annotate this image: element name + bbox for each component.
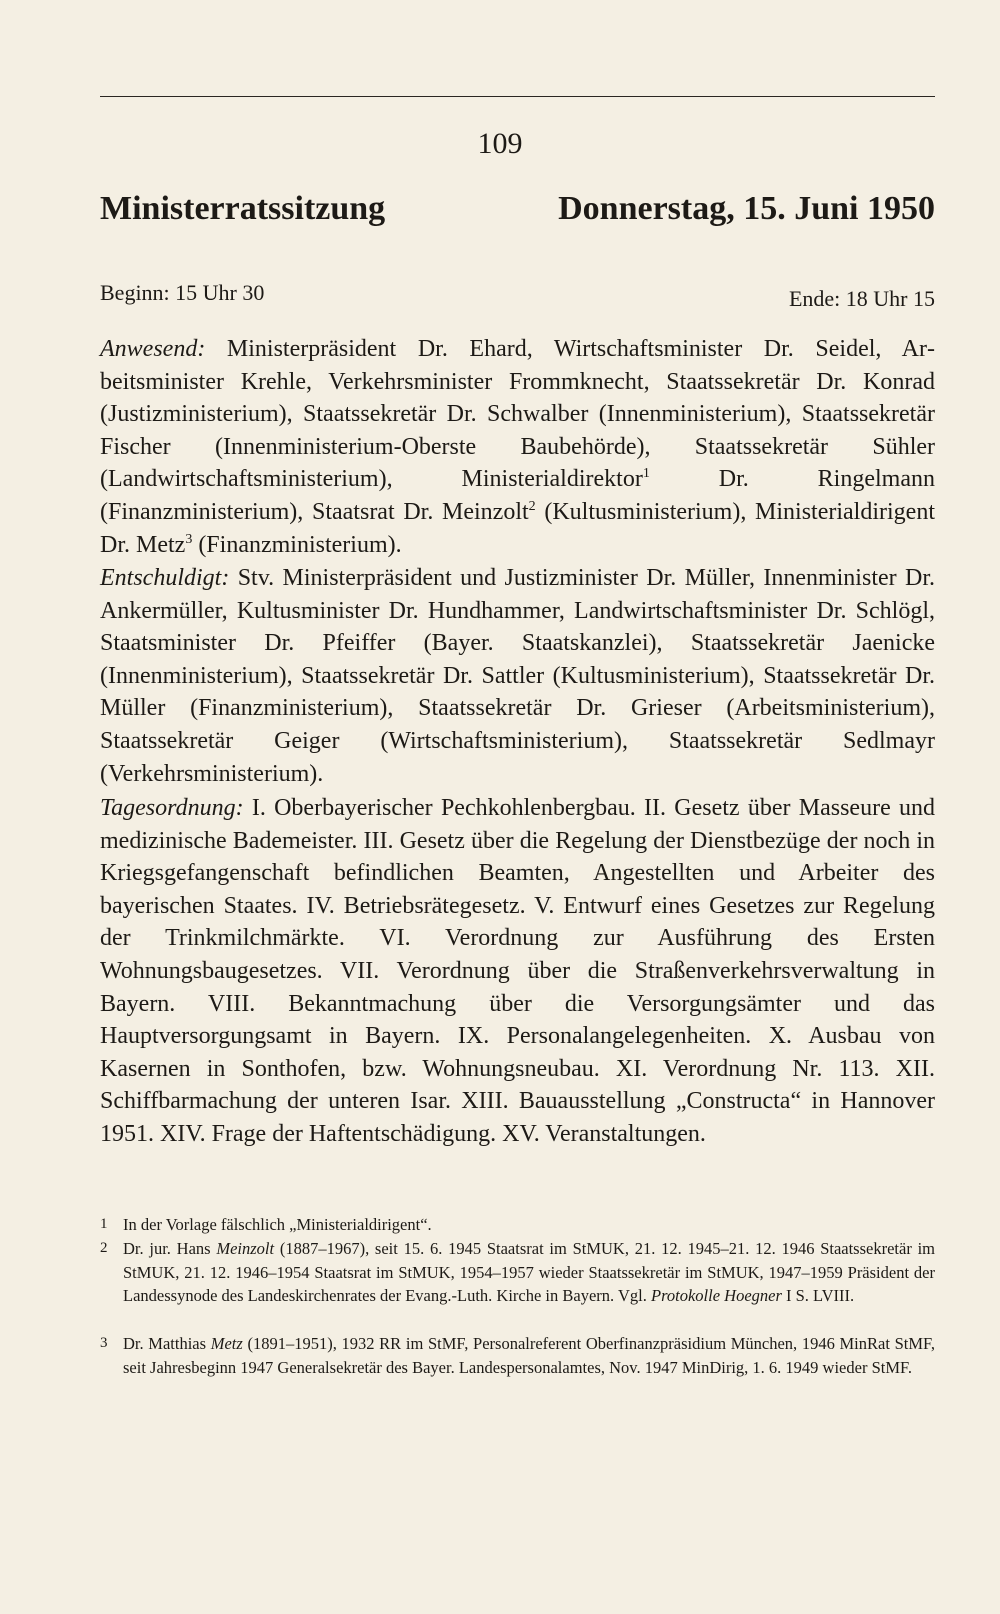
footnote-2 — [100, 1237, 935, 1308]
footnote-text: Dr. Matthias — [123, 1334, 211, 1353]
footnote-text: I S. LVIII. — [781, 1286, 855, 1305]
session-date: Donnerstag, 15. Juni 1950 — [558, 190, 935, 227]
agenda-paragraph — [100, 792, 935, 1151]
present-text-1: Ministerpräsident Dr. Ehard, Wirtschaftsminister Dr. Seidel, Arbeitsminister Krehle, Verkehrsminister Frommknecht, Staatssekretär Dr. Konrad (Justizministerium), Staatssekretär Dr. Schwalber (Innenministerium), Staatssekretär Fischer (Innenministerium-Oberste Baubehörde), Staatssekretär Sühler (Landwirtschaftsministerium), Ministerialdirektor — [100, 336, 935, 493]
present-text-3: (Kultusministerium), Ministerialdirigent Dr. Metz — [100, 498, 936, 558]
footnote-1 — [100, 1213, 935, 1237]
session-times — [100, 280, 935, 316]
footnote-text: (1887–1967), seit 15. 6. 1945 Staatsrat im StMUK, 21. 12. 1945–21. 12. 1946 Staatssekretär im StMUK, 21. 12. 1946–1954 Staatsrat im StMUK, 1954–1957 wieder Staatssekretär im StMUK, 1947–1959 Präsident der Landessynode des Landeskirchenrates der Evang.-Luth. Kirche in Bayern. Vgl. — [123, 1239, 935, 1305]
present-text-2: Dr. Ringelmann (Finanzministerium), Staatsrat Dr. Meinzolt — [100, 466, 935, 525]
end-time: Ende: 18 Uhr 15 — [788, 286, 935, 311]
header-rule — [100, 96, 935, 97]
footnote-ref-1[interactable]: 1 — [642, 466, 650, 482]
session-header — [100, 190, 935, 240]
footnote-ref-3[interactable]: 3 — [185, 531, 193, 547]
footnote-number: 3 — [100, 1335, 108, 1351]
session-title: Ministerratssitzung — [100, 190, 386, 227]
footnote-3 — [100, 1332, 935, 1379]
excused-paragraph — [100, 562, 935, 790]
agenda-text: I. Oberbayerischer Pechkohlenbergbau. II. Gesetz über Masseure und medizinische Bademeister. III. Gesetz über die Regelung der Dienstbezüge der noch in Kriegsgefangenschaft befindlichen Beamten, Angestellten und Arbeiter des bayerischen Staates. IV. Betriebsrätegesetz. V. Entwurf eines Gesetzes zur Regelung der Trinkmilchmärkte. VI. Verordnung zur Ausführung des Ersten Wohnungsbaugesetzes. VII. Verordnung über die Straßenverkehrsverwaltung in Bayern. VIII. Bekanntmachung über die Versorgungsämter und das Hauptversorgungsamt in Bayern. IX. Personalangelegenheiten. X. Ausbau von Kasernen in Sonthofen, bzw. Wohnungsneubau. XI. Verordnung Nr. 113. XII. Schiffbarmachung der unteren Isar. XIII. Bauausstellung „Constructa“ in Hannover 1951. XIV. Frage der Haftentschädigung. XV. Veranstaltungen. — [100, 795, 935, 1147]
footnote-text: (1891–1951), 1932 RR im StMF, Personalreferent Oberfinanzpräsidium München, 1946 MinRat StMF, seit Jahresbeginn 1947 Generalsekretär des Bayer. Landespersonalamtes, Nov. 1947 MinDirig, 1. 6. 1949 wieder StMF. — [123, 1334, 935, 1377]
footnote-number: 1 — [100, 1216, 108, 1232]
start-time: Beginn: 15 Uhr 30 — [100, 280, 265, 305]
page-number: 109 — [477, 127, 523, 160]
excused-label: Entschuldigt: — [100, 565, 230, 591]
footnote-reference-title: Protokolle Hoegner — [650, 1286, 782, 1305]
footnote-ref-2[interactable]: 2 — [528, 498, 536, 514]
footnote-text: In der Vorlage fälschlich „Ministerialdirigent“. — [123, 1215, 432, 1234]
present-label: Anwesend: — [100, 336, 206, 362]
footnote-text: Dr. jur. Hans — [123, 1239, 217, 1258]
excused-text: Stv. Ministerpräsident und Justizminister Dr. Müller, Innenminister Dr. Ankermüller, Kultusminister Dr. Hundhammer, Landwirtschaftsminister Dr. Schlögl, Staatsminister Dr. Pfeiffer (Bayer. Staatskanzlei), Staatssekretär Jaenicke (Innenministerium), Staatssekretär Dr. Sattler (Kultusministerium), Staatssekretär Dr. Müller (Finanzministerium), Staatssekretär Dr. Grieser (Arbeitsministerium), Staatssekretär Geiger (Wirtschaftsministerium), Staatssekretär Sedlmayr (Verkehrsministerium). — [100, 565, 935, 787]
footnote-person-name: Metz — [210, 1334, 243, 1353]
agenda-label: Tagesordnung: — [100, 795, 244, 821]
present-text-4: (Finanzministerium). — [192, 531, 402, 558]
footnote-person-name: Meinzolt — [216, 1239, 275, 1258]
footnote-number: 2 — [100, 1240, 108, 1256]
present-paragraph — [100, 333, 935, 561]
